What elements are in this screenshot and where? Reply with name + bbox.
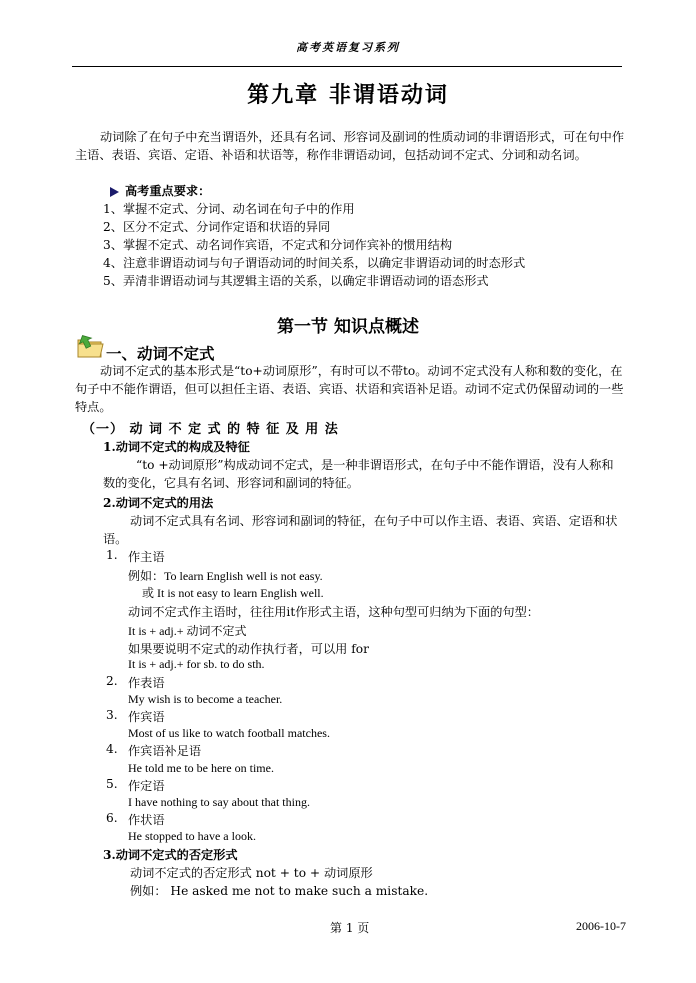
pattern-line: It is + adj.+ for sb. to do sth. — [128, 657, 265, 671]
s1-title: 1.动词不定式的构成及特征 — [103, 440, 250, 454]
use-label: 作宾语 — [128, 710, 165, 724]
requirement-item: 4、注意非谓语动词与句子谓语动词的时间关系，以确定非谓语动词的时态形式 — [103, 256, 526, 270]
use-number: 5. — [106, 777, 118, 791]
use-label: 作主语 — [128, 550, 165, 564]
use-label: 作状语 — [128, 813, 165, 827]
s3-text: 动词不定式的否定形式 not + to + 动词原形 — [130, 866, 373, 880]
header-rule — [72, 66, 622, 67]
s3-title: 3.动词不定式的否定形式 — [103, 848, 238, 862]
requirements-heading-text: 高考重点要求： — [125, 184, 211, 198]
s1-text: “to +动词原形”构成动词不定式，是一种非谓语形式，在句子中不能作谓语，没有人称和数的变化，它具有名词、形容词和副词的特征。 — [103, 458, 614, 490]
example-line: 例如：To learn English well is not easy. — [128, 569, 323, 583]
s2-text: 动词不定式具有名词、形容词和副词的特征，在句子中可以作主语、表语、宾语、定语和状语。 — [103, 514, 618, 546]
requirement-item: 1、掌握不定式、分词、动名词在句子中的作用 — [103, 202, 355, 216]
s3-example: 例如： He asked me not to make such a mistake. — [130, 884, 429, 898]
note-line: 如果要说明不定式的动作执行者，可以用 for — [128, 642, 369, 656]
example-line: He stopped to have a look. — [128, 829, 256, 843]
part-title: 一、动词不定式 — [106, 345, 215, 363]
use-label: 作宾语补足语 — [128, 744, 202, 758]
subheading: （一） 动 词 不 定 式 的 特 征 及 用 法 — [82, 422, 339, 437]
page-number: 第 1 页 — [330, 921, 370, 935]
requirements-heading — [110, 182, 210, 199]
s2-title: 2.动词不定式的用法 — [103, 496, 214, 510]
requirement-item: 2、区分不定式、分词作定语和状语的异同 — [103, 220, 331, 234]
requirement-item: 5、弄清非谓语动词与其逻辑主语的关系，以确定非谓语动词的语态形式 — [103, 274, 489, 288]
part-intro: 动词不定式的基本形式是“to+动词原形”，有时可以不带to。动词不定式没有人称和数的变化，在句子中不能作谓语，但可以担任主语、表语、宾语、状语和宾语补足语。动词不定式仍保留动词的一些特点。 — [75, 364, 624, 414]
intro-paragraph: 动词除了在句子中充当谓语外，还具有名词、形容词及副词的性质动词的非谓语形式，可在句中作主语、表语、宾语、定语、补语和状语等，称作非谓语动词，包括动词不定式、分词和动名词。 — [75, 130, 625, 162]
example-line: He told me to be here on time. — [128, 761, 274, 775]
pattern-line: It is + adj.+ 动词不定式 — [128, 624, 247, 638]
triangle-bullet-icon — [110, 187, 119, 197]
note-line: 动词不定式作主语时，往往用it作形式主语，这种句型可归纳为下面的句型： — [128, 605, 539, 619]
chapter-title: 第九章 非谓语动词 — [247, 83, 449, 108]
section-title: 第一节 知识点概述 — [277, 317, 419, 337]
use-number: 2. — [106, 674, 118, 688]
use-label: 作定语 — [128, 779, 165, 793]
series-header: 高考英语复习系列 — [296, 41, 400, 54]
example-line: 或 It is not easy to learn English well. — [142, 586, 324, 600]
requirement-item: 3、掌握不定式、动名词作宾语，不定式和分词作宾补的惯用结构 — [103, 238, 453, 252]
page-date: 2006-10-7 — [576, 919, 626, 933]
example-line: My wish is to become a teacher. — [128, 692, 283, 706]
example-line: Most of us like to watch football matches. — [128, 726, 330, 740]
example-line: I have nothing to say about that thing. — [128, 795, 310, 809]
use-number: 3. — [106, 708, 118, 722]
use-label: 作表语 — [128, 676, 165, 690]
use-number: 4. — [106, 742, 118, 756]
use-number: 1. — [106, 548, 118, 562]
use-number: 6. — [106, 811, 118, 825]
folder-arrow-icon — [76, 333, 104, 359]
